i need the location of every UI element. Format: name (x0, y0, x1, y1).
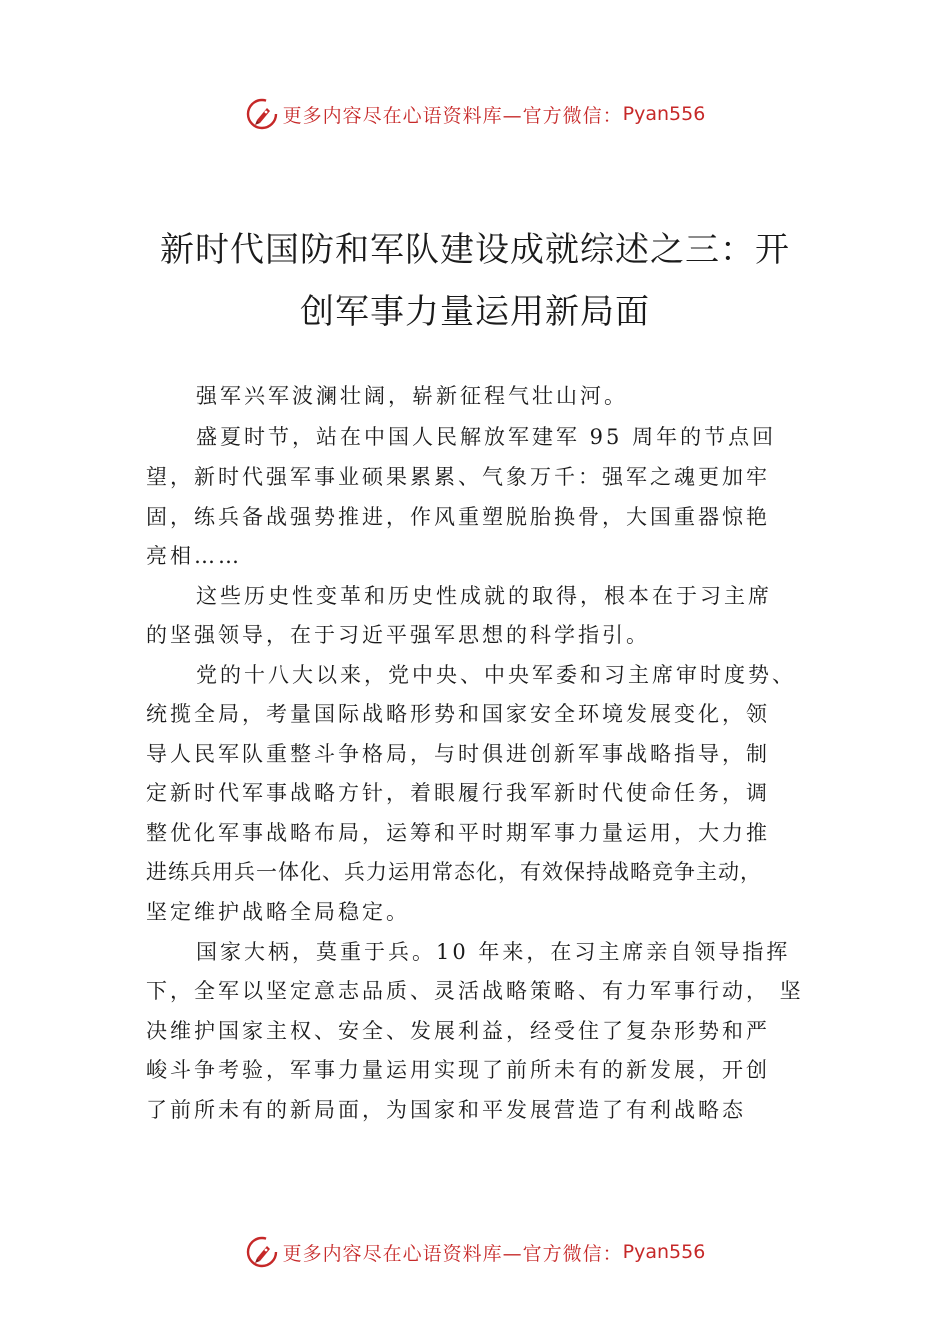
body-line: 导人民军队重整斗争格局，与时俱进创新军事战略指导，制 (146, 742, 770, 766)
page-title-line-2: 创军事力量运用新局面 (300, 292, 650, 332)
body-line: 了前所未有的新局面，为国家和平发展营造了有利战略态 (146, 1098, 746, 1122)
page-title-line-1: 新时代国防和军队建设成就综述之三：开 (160, 230, 790, 270)
body-line: 进练兵用兵一体化、兵力运用常态化，有效保持战略竞争主动， (146, 860, 762, 884)
body-line: 峻斗争考验，军事力量运用实现了前所未有的新发展，开创 (146, 1058, 770, 1082)
body-line: 下，全军以坚定意志品质、灵活战略策略、有力军事行动， 坚 (146, 979, 804, 1003)
body-line: 望，新时代强军事业硕果累累、气象万千：强军之魂更加牢 (146, 465, 770, 489)
pen-nib-logo-icon (245, 97, 279, 131)
body-line: 决维护国家主权、安全、发展利益，经受住了复杂形势和严 (146, 1019, 770, 1043)
footer-banner (0, 1232, 950, 1272)
body-line: 统揽全局，考量国际战略形势和国家安全环境发展变化，领 (146, 702, 770, 726)
header-banner-text: 更多内容尽在心语资料库—官方微信： (282, 104, 623, 127)
body-line: 坚定维护战略全局稳定。 (146, 900, 410, 924)
body-line: 固，练兵备战强势推进，作风重塑脱胎换骨，大国重器惊艳 (146, 505, 770, 529)
body-line: 国家大柄，莫重于兵。10 年来，在习主席亲自领导指挥 (196, 940, 791, 964)
body-line: 整优化军事战略布局，运筹和平时期军事力量运用，大力推 (146, 821, 770, 845)
footer-banner-text: 更多内容尽在心语资料库—官方微信： (282, 1242, 623, 1265)
body-line: 强军兴军波澜壮阔，崭新征程气壮山河。 (196, 384, 628, 408)
pen-nib-logo-icon (245, 1235, 279, 1269)
body-line: 的坚强领导，在于习近平强军思想的科学指引。 (146, 623, 650, 647)
body-line: 亮相…… (146, 544, 242, 568)
header-banner (0, 94, 950, 134)
body-line: 盛夏时节，站在中国人民解放军建军 95 周年的节点回 (196, 425, 777, 449)
body-line: 党的十八大以来，党中央、中央军委和习主席审时度势、 (196, 663, 796, 687)
header-banner-wechat-id: Pyan556 (622, 103, 706, 125)
body-line: 定新时代军事战略方针，着眼履行我军新时代使命任务，调 (146, 781, 770, 805)
body-line: 这些历史性变革和历史性成就的取得，根本在于习主席 (196, 584, 772, 608)
footer-banner-wechat-id: Pyan556 (622, 1241, 706, 1263)
